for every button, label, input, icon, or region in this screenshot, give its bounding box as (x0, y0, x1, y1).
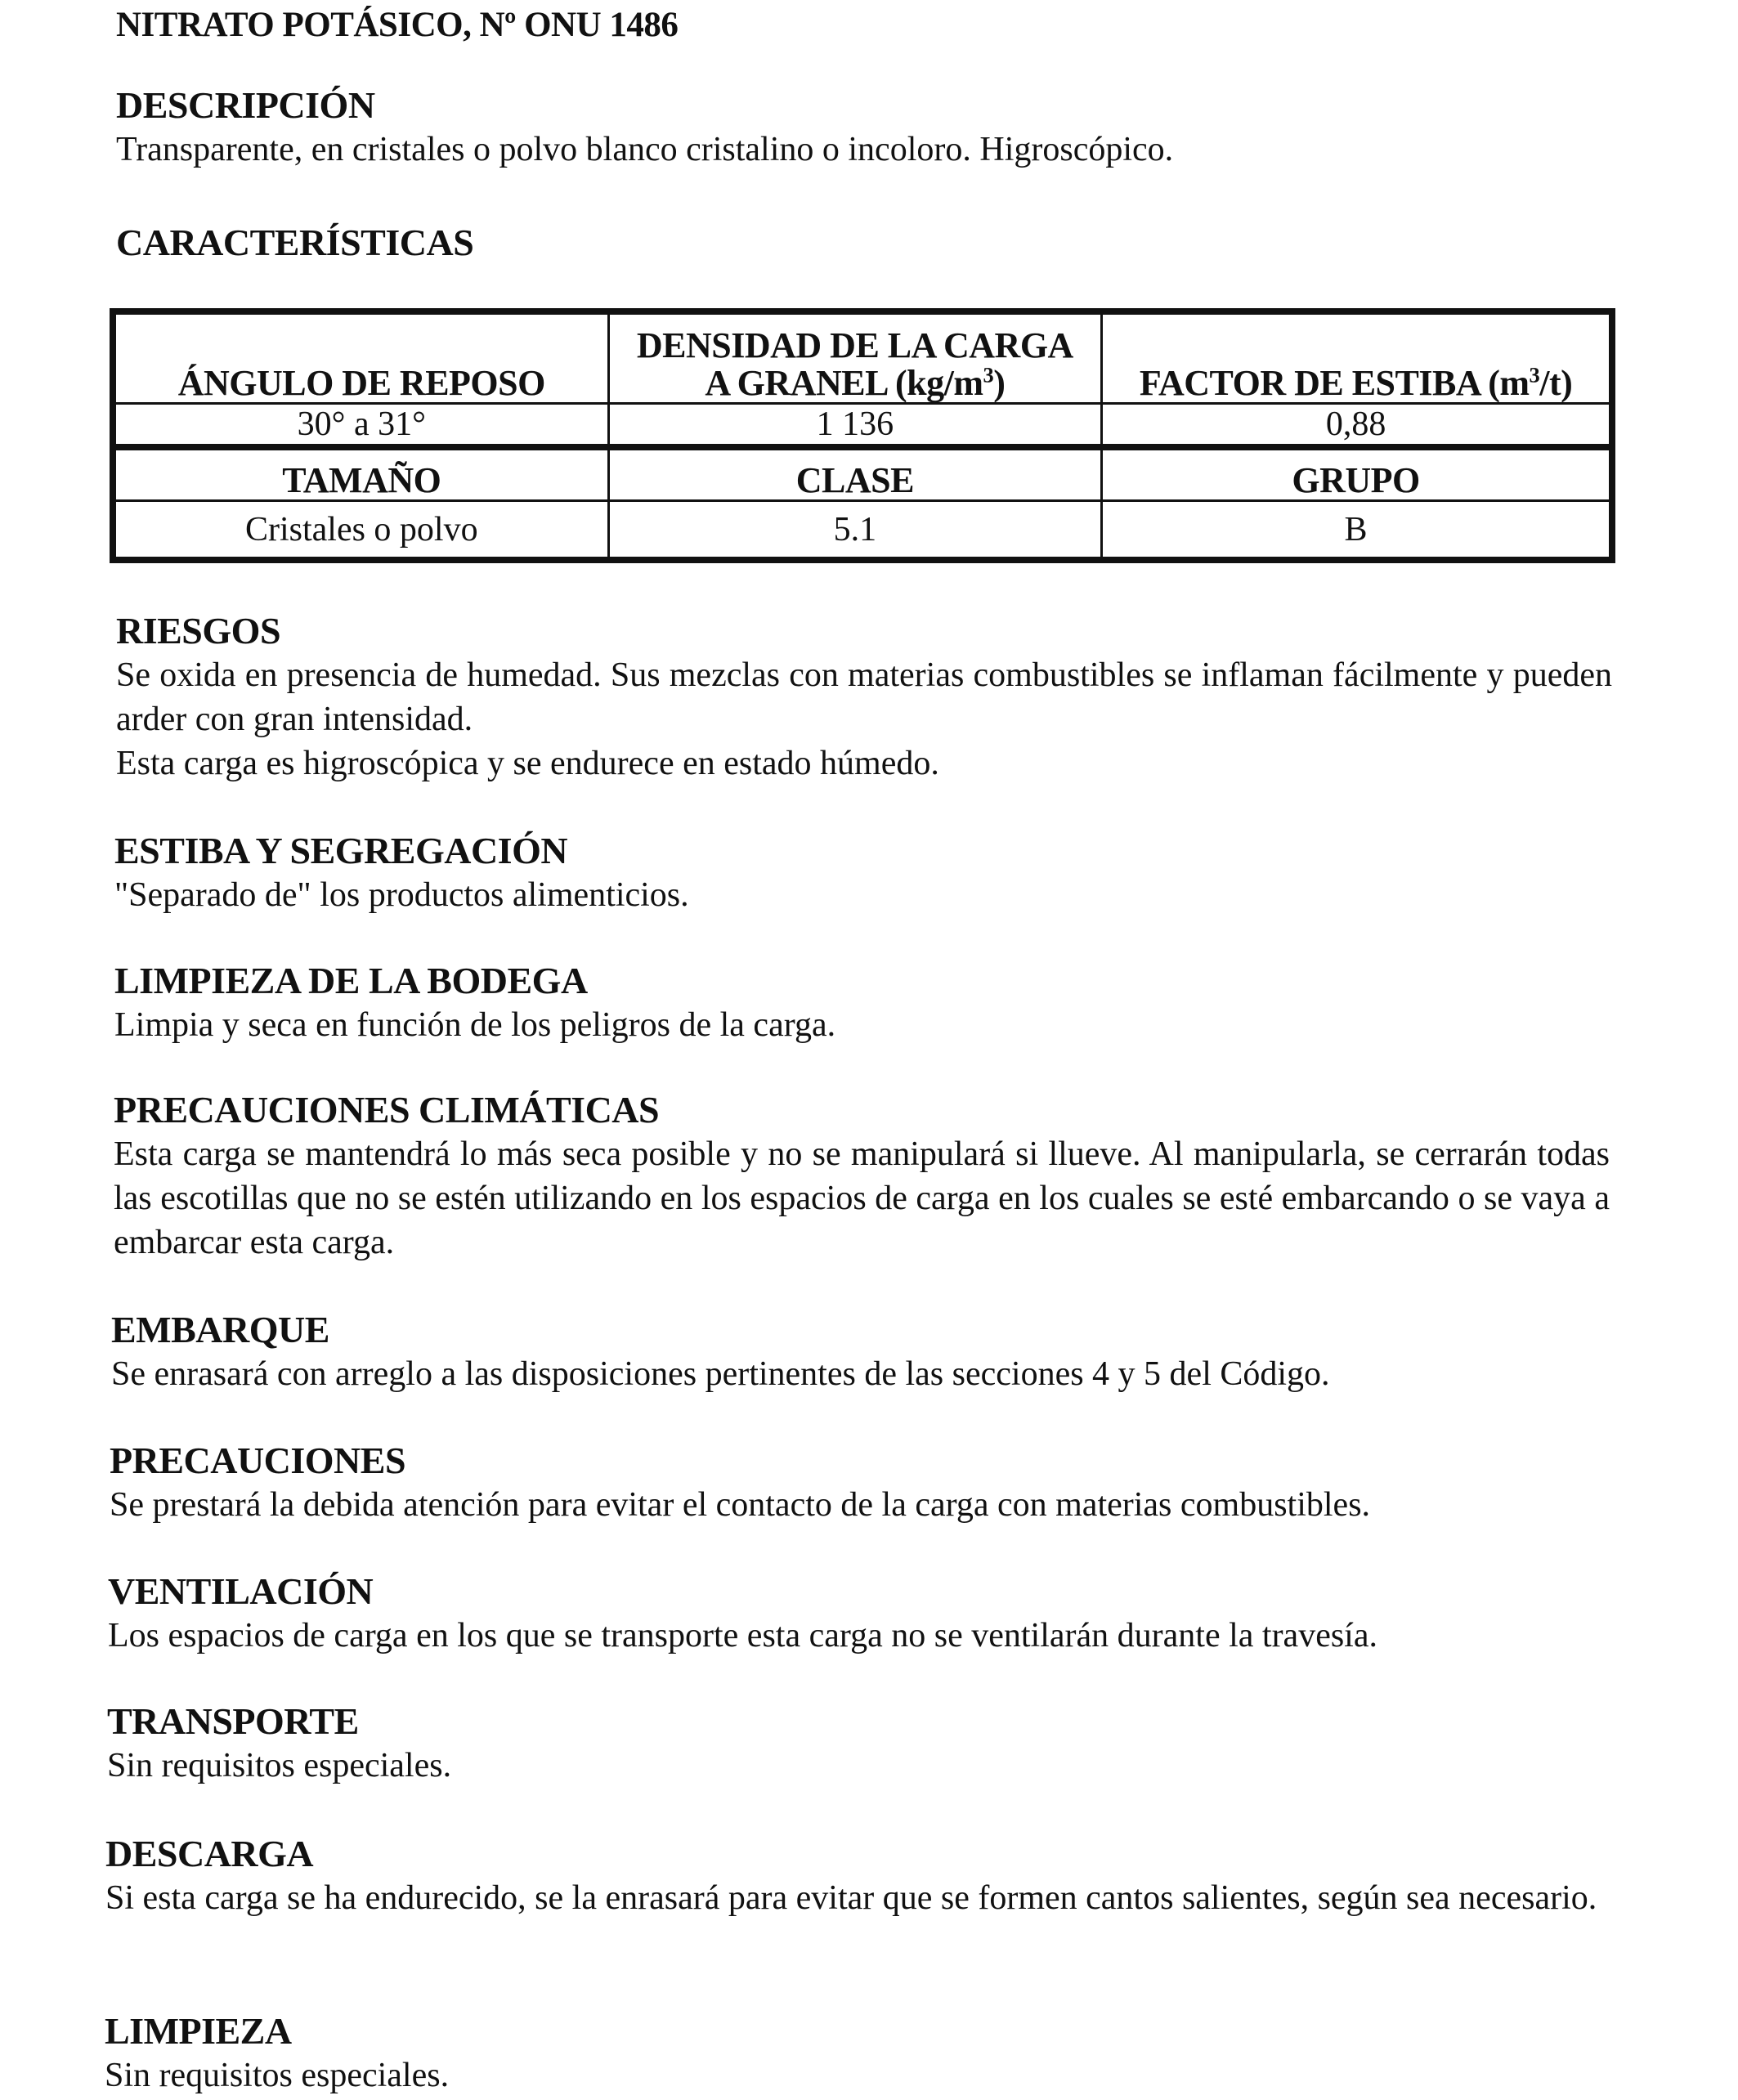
table-row (115, 501, 1610, 558)
section-body (114, 1132, 1610, 1265)
cell-grupo-value: B (1102, 501, 1610, 558)
precauciones-climaticas-text: Esta carga se mantendrá lo más seca posible y no se manipulará si llueve. Al manipularla, se cerrarán todas las escotillas que no se estén utilizando en los espacios de carga en los cuales se esté embarcando o se vaya a embarcar esta carga. (114, 1135, 1610, 1261)
section-precauciones-climaticas (114, 1088, 1610, 1265)
characteristics-table (110, 308, 1615, 563)
cell-factor-value: 0,88 (1102, 403, 1610, 447)
header-angulo-label: ÁNGULO DE REPOSO (177, 362, 545, 403)
header-cell-grupo: GRUPO (1102, 447, 1610, 500)
header-densidad-close: ) (993, 362, 1006, 403)
cell-clase-value: 5.1 (608, 501, 1102, 558)
section-transporte (107, 1699, 1603, 1788)
descarga-text: Si esta carga se ha endurecido, se la enrasará para evitar que se formen cantos salientes, según sea necesario. (105, 1879, 1597, 1917)
header-cell-clase: CLASE (608, 447, 1102, 500)
section-heading: LIMPIEZA DE LA BODEGA (114, 960, 588, 1001)
header-densidad-sup: 3 (983, 362, 994, 387)
riesgos-paragraph: Esta carga es higroscópica y se endurece en estado húmedo. (116, 745, 939, 782)
section-descarga (105, 1832, 1601, 1920)
section-body (116, 653, 1612, 786)
section-heading: CARACTERÍSTICAS (116, 222, 474, 263)
header-cell-factor (1102, 314, 1610, 404)
header-cell-angulo (115, 314, 609, 404)
cell-densidad-value: 1 136 (608, 403, 1102, 447)
section-heading: LIMPIEZA (105, 2010, 292, 2052)
section-heading: RIESGOS (116, 610, 281, 651)
table-row (115, 403, 1610, 447)
section-riesgos (116, 609, 1612, 786)
section-ventilacion (108, 1569, 1604, 1658)
section-body (107, 1744, 1603, 1788)
cell-tamano-value: Cristales o polvo (115, 501, 609, 558)
limpieza-text: Sin requisitos especiales. (105, 2057, 450, 2094)
section-heading: ESTIBA Y SEGREGACIÓN (114, 830, 568, 871)
section-body (105, 1876, 1601, 1920)
section-body (111, 1352, 1607, 1396)
header-densidad-line2-text: A GRANEL (kg/m (705, 362, 983, 403)
table-header-row (115, 447, 1610, 500)
header-cell-tamano: TAMAÑO (115, 447, 609, 500)
header-densidad-line1: DENSIDAD DE LA CARGA (636, 325, 1073, 365)
descripcion-text: Transparente, en cristales o polvo blanco cristalino o incoloro. Higroscópico. (116, 131, 1174, 168)
section-heading: PRECAUCIONES CLIMÁTICAS (114, 1089, 660, 1131)
header-densidad-line2 (610, 362, 1101, 403)
section-precauciones (110, 1439, 1606, 1527)
section-body (114, 1003, 1610, 1047)
header-factor-text: FACTOR DE ESTIBA (m (1139, 362, 1530, 403)
header-cell-densidad (608, 314, 1102, 404)
section-estiba (114, 829, 1610, 917)
section-body (114, 873, 1610, 917)
section-caracteristicas (116, 221, 1612, 265)
cell-angulo-value: 30° a 31° (115, 403, 609, 447)
section-embarque (111, 1308, 1607, 1396)
estiba-text: "Separado de" los productos alimenticios. (114, 876, 689, 914)
section-body (116, 128, 1612, 172)
section-body (110, 1483, 1606, 1527)
document-title: NITRATO POTÁSICO, Nº ONU 1486 (116, 6, 679, 44)
section-heading: TRANSPORTE (107, 1700, 359, 1742)
section-heading: EMBARQUE (111, 1309, 329, 1350)
header-factor-sup: 3 (1529, 362, 1540, 387)
section-limpieza-bodega (114, 959, 1610, 1047)
section-heading: PRECAUCIONES (110, 1440, 406, 1481)
section-body (108, 1614, 1604, 1658)
precauciones-text: Se prestará la debida atención para evitar el contacto de la carga con materias combustibles. (110, 1486, 1371, 1524)
section-heading: DESCRIPCIÓN (116, 84, 375, 126)
embarque-text: Se enrasará con arreglo a las disposiciones pertinentes de las secciones 4 y 5 del Código. (111, 1355, 1330, 1393)
riesgos-paragraph: Se oxida en presencia de humedad. Sus mezclas con materias combustibles se inflaman fácilmente y pueden arder con gran intensidad. (116, 656, 1612, 738)
ventilacion-text: Los espacios de carga en los que se transporte esta carga no se ventilarán durante la travesía. (108, 1617, 1377, 1654)
section-heading: DESCARGA (105, 1833, 314, 1874)
transporte-text: Sin requisitos especiales. (107, 1747, 452, 1784)
section-heading: VENTILACIÓN (108, 1570, 374, 1612)
section-limpieza (105, 2009, 1601, 2098)
section-body (105, 2053, 1601, 2098)
table-header-row (115, 314, 1610, 404)
limpieza-bodega-text: Limpia y seca en función de los peligros de la carga. (114, 1006, 836, 1044)
header-factor-close: /t) (1539, 362, 1573, 403)
section-descripcion (116, 83, 1612, 172)
